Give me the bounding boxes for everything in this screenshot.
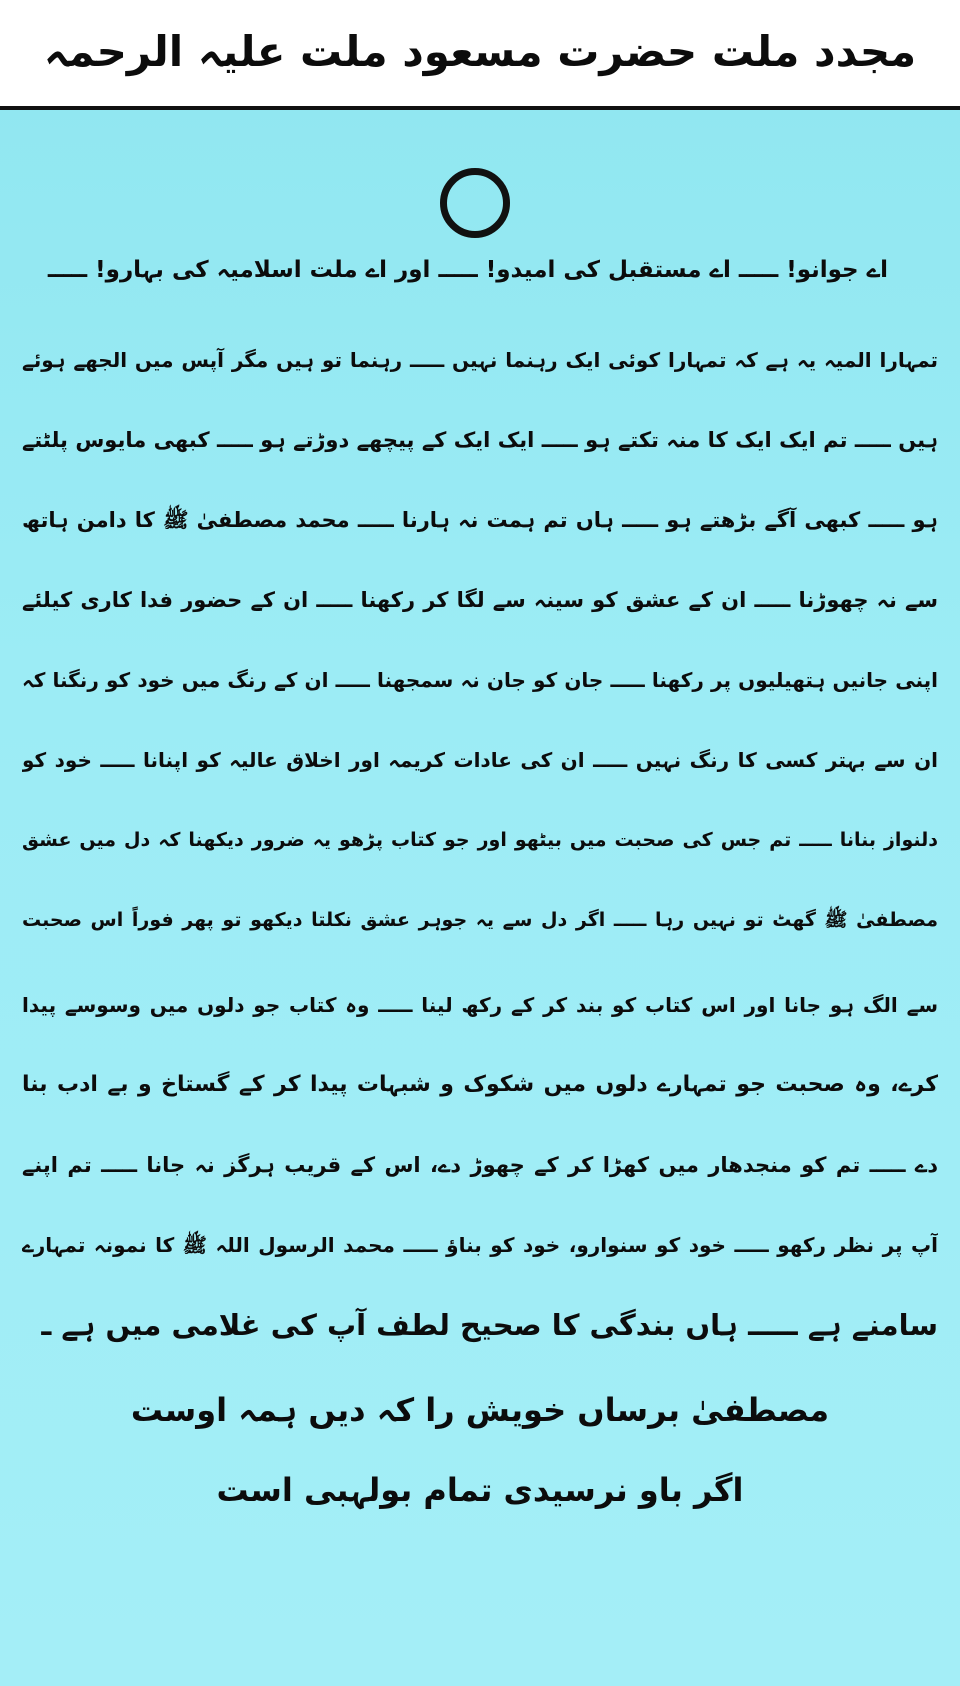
body-line: تمہارا المیہ یہ ہے کہ تمہارا کوئی ایک رہنما نہیں ـــــ رہنما تو ہیں مگر آپس میں الجھے ہوئے <box>22 348 938 372</box>
body-line: مصطفیٰ ﷺ گھٹ تو نہیں رہا ـــــ اگر دل سے یہ جوہر عشق نکلتا دیکھو تو پھر فوراً اس صحبت <box>22 909 938 931</box>
couplet-line-2: اگر باو نرسیدی تمام بولہبی است <box>216 1471 744 1509</box>
header-band <box>0 0 960 110</box>
body-line: دے ـــــ تم کو منجدھار میں کھڑا کر کے چھوڑ دے، اس کے قریب ہرگز نہ جانا ـــــ تم اپنے <box>22 1153 938 1177</box>
circle-ornament-icon <box>440 168 510 238</box>
body-line: ہو ـــــ کبھی آگے بڑھتے ہو ـــــ ہاں تم ہمت نہ ہارنا ـــــ محمد مصطفیٰ ﷺ کا دامن ہاتھ <box>22 508 938 532</box>
body-line: ان سے بہتر کسی کا رنگ نہیں ـــــ ان کی عادات کریمہ اور اخلاق عالیہ کو اپنانا ـــــ خود کو <box>22 748 938 772</box>
body-line: آپ پر نظر رکھو ـــــ خود کو سنوارو، خود کو بناؤ ـــــ محمد الرسول اللہ ﷺ کا نمونہ تمہارے <box>22 1233 938 1257</box>
body-line: سے نہ چھوڑنا ـــــ ان کے عشق کو سینہ سے لگا کر رکھنا ـــــ ان کے حضور فدا کاری کیلئے <box>22 588 938 612</box>
header-divider <box>0 106 960 110</box>
body-line: سے الگ ہو جانا اور اس کتاب کو بند کر کے رکھ لینا ـــــ وہ کتاب جو دلوں میں وسوسے پیدا <box>22 993 938 1017</box>
body-line: سامنے ہے ـــــ ہاں بندگی کا صحیح لطف آپ کی غلامی میں ہے ـ <box>41 1308 938 1342</box>
body-line: اپنی جانیں ہتھیلیوں پر رکھنا ـــــ جان کو جان نہ سمجھنا ـــــ ان کے رنگ میں خود کو رنگنا کہ <box>22 668 938 692</box>
page-title: مجدد ملت حضرت مسعود ملت علیہ الرحمہ <box>43 27 917 76</box>
body-line: اے جوانو! ـــــ اے مستقبل کی امیدو! ـــــ اور اے ملت اسلامیہ کی بہارو! ـــــ <box>47 257 888 283</box>
body-line: کرے، وہ صحبت جو تمہارے دلوں میں شکوک و شبہات پیدا کر کے گستاخ و بے ادب بنا <box>22 1072 938 1097</box>
body-line: دلنواز بنانا ـــــ تم جس کی صحبت میں بیٹھو اور جو کتاب پڑھو یہ ضرور دیکھنا کہ دل میں عشق <box>22 829 938 851</box>
body-line: ہیں ـــــ تم ایک ایک کا منہ تکتے ہو ـــــ ایک ایک کے پیچھے دوڑتے ہو ـــــ کبھی مایوس پلٹتے <box>22 428 938 452</box>
couplet-line-1: مصطفیٰ برساں خویش را کہ دیں ہمہ اوست <box>130 1391 830 1429</box>
